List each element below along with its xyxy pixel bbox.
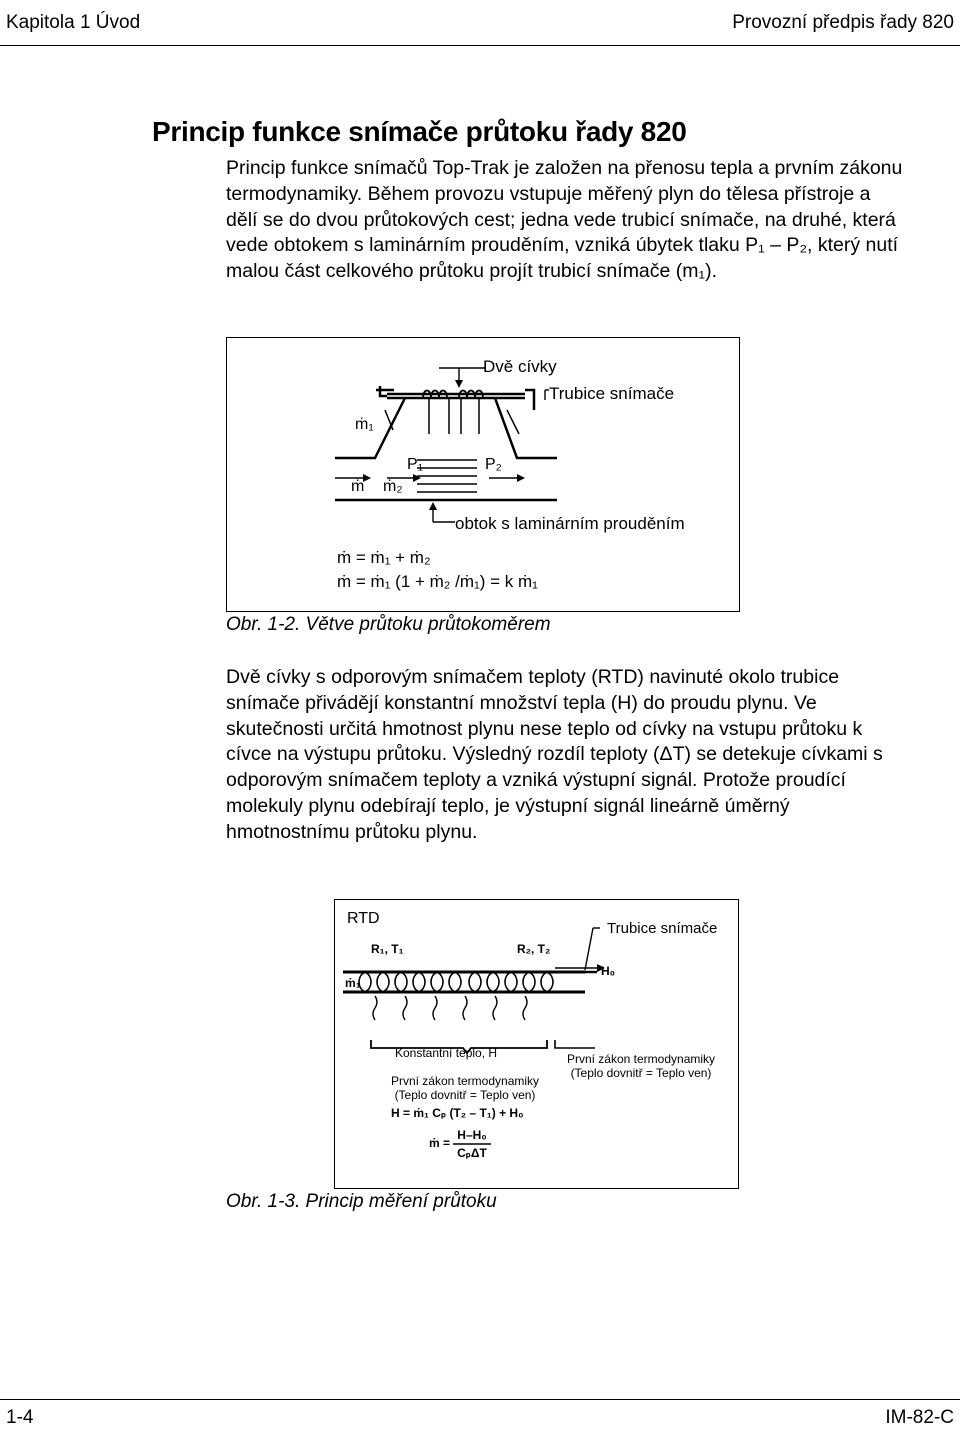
label-constant-heat: Konstantní teplo, H (395, 1046, 498, 1060)
figure-flow-branches (226, 337, 740, 612)
label-rtd: RTD (347, 910, 380, 927)
equation-heat: H = ṁ₁ Cₚ (T₂ – T₁) + H₀ (391, 1106, 524, 1120)
label-two-coils: Dvě cívky (483, 357, 557, 376)
label-sensor-tube-2: Trubice snímače (607, 920, 718, 937)
label-h0: H₀ (601, 964, 616, 978)
label-heat-balance-left: (Teplo dovnitř = Teplo ven) (394, 1088, 536, 1102)
header-rule (0, 45, 960, 46)
figure-measurement-principle (334, 899, 739, 1189)
label-m1-flow: ṁ₁ (345, 976, 361, 990)
label-laminar-bypass: obtok s laminárním prouděním (455, 514, 685, 533)
footer-page-number: 1-4 (6, 1407, 34, 1428)
label-first-law-right: První zákon termodynamiky (566, 1052, 716, 1066)
equation-mass-flow-denominator: CₚΔT (457, 1146, 487, 1160)
label-m1: ṁ₁ (355, 416, 374, 433)
label-r1-t1: R₁, T₁ (371, 942, 404, 956)
label-r2-t2: R₂, T₂ (517, 942, 551, 956)
footer-document-id: IM-82-C (885, 1407, 954, 1428)
label-p1: P₁ (407, 456, 424, 473)
header-manual-title: Provozní předpis řady 820 (732, 12, 954, 33)
equation-total-flow: ṁ = ṁ₁ + ṁ₂ (337, 548, 431, 567)
figure-caption-1-3: Obr. 1-3. Princip měření průtoku (226, 1191, 497, 1212)
label-first-law-left: První zákon termodynamiky (390, 1074, 540, 1088)
header-chapter: Kapitola 1 Úvod (6, 12, 141, 33)
equation-split-ratio: ṁ = ṁ₁ (1 + ṁ₂ /ṁ₁) = k ṁ₁ (337, 572, 538, 591)
equation-mass-flow-lhs: ṁ = (429, 1136, 451, 1150)
equation-mass-flow-numerator: H–H₀ (457, 1128, 487, 1142)
label-m2: ṁ₂ (383, 478, 403, 495)
label-sensor-tube: Trubice snímače (549, 384, 675, 403)
flow-diagram (227, 338, 739, 611)
label-m: ṁ (351, 478, 365, 495)
section-title: Princip funkce snímače průtoku řady 820 (152, 116, 687, 147)
paragraph-principle: Princip funkce snímačů Top-Trak je založen na přenosu tepla a prvním zákonu termodynamiky. Během provozu vstupuje měřený plyn do tělesa přístroje a dělí se do dvou průtokových cest; jedna vede trubicí snímače, na druhé, která vede obtokem s laminárním prouděním, vzniká úbytek tlaku P₁ – P₂, který nutí malou část celkového průtoku projít trubicí snímače (m₁). (226, 157, 903, 283)
footer-rule (0, 1399, 960, 1400)
figure-caption-1-2: Obr. 1-2. Větve průtoku průtokoměrem (226, 614, 551, 635)
label-heat-balance-right: (Teplo dovnitř = Teplo ven) (570, 1066, 712, 1080)
paragraph-rtd-operation: Dvě cívky s odporovým snímačem teploty (RTD) navinuté okolo trubice snímače přivádějí konstantní množství tepla (H) do proudu plynu. Ve skutečnosti určitá hmotnost plynu nese teplo od cívky na vstupu průtoku k cívce na výstupu průtoku. Výsledný rozdíl teploty (ΔT) se detekuje cívkami s odporovým snímačem teploty a vzniká výstupní signál. Protože proudící molekuly plynu odebírají teplo, je výstupní signál lineárně úměrný hmotnostnímu průtoku plynu. (226, 666, 883, 843)
label-p2: P₂ (485, 456, 502, 473)
